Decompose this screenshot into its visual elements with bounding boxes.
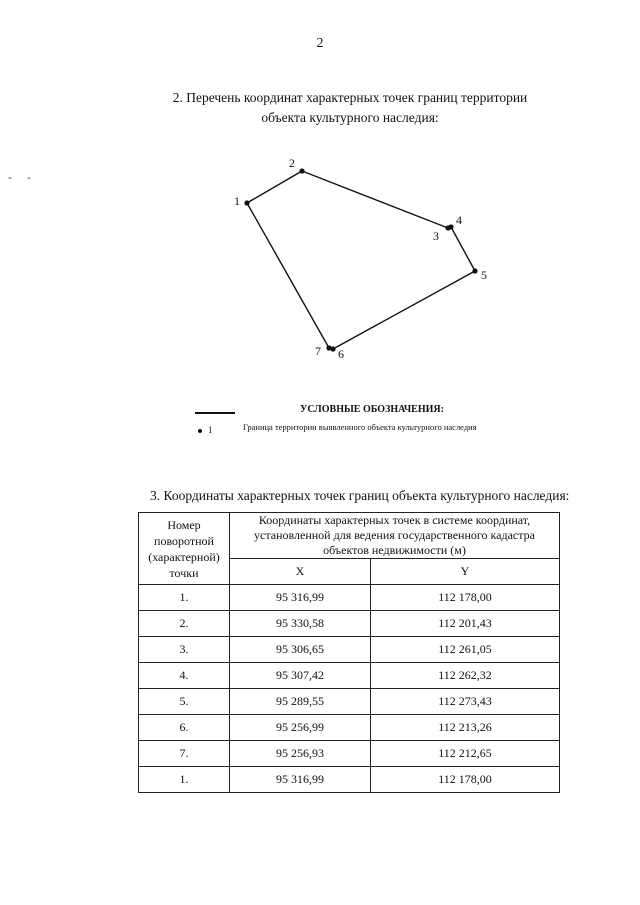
- legend-boundary-description: Граница территории выявленного объекта культурного наследия: [243, 422, 477, 432]
- legend-dot-icon: [198, 429, 202, 433]
- boundary-point: [299, 168, 304, 173]
- table-header-row: [139, 513, 560, 559]
- x-coordinate-cell: 95 256,93: [230, 741, 371, 767]
- point-number-header: [139, 513, 230, 585]
- point-number-header-line: (характерной): [148, 549, 220, 564]
- boundary-segment: [451, 227, 475, 271]
- x-coordinate-cell: 95 256,99: [230, 715, 371, 741]
- table-row: [139, 663, 560, 689]
- table-row: [139, 585, 560, 611]
- legend-point-symbol: [198, 425, 213, 435]
- boundary-point-label: 1: [234, 194, 240, 208]
- boundary-point-label: 2: [289, 156, 295, 170]
- y-coordinate-cell: 112 213,26: [371, 715, 560, 741]
- boundary-scheme: [0, 0, 640, 400]
- coordinates-header-line: Координаты характерных точек в системе координат,: [258, 513, 531, 527]
- section-3-title: 3. Координаты характерных точек границ объекта культурного наследия:: [150, 488, 570, 503]
- boundary-point: [326, 345, 331, 350]
- coordinates-header-line: объектов недвижимости (м): [323, 543, 466, 557]
- point-number-header-line: поворотной: [154, 533, 214, 548]
- margin-mark: - -: [8, 170, 37, 184]
- point-number-cell: 2.: [139, 611, 230, 637]
- x-coordinate-cell: 95 316,99: [230, 585, 371, 611]
- point-number-cell: 4.: [139, 663, 230, 689]
- y-column-header: Y: [371, 559, 560, 585]
- table-row: [139, 741, 560, 767]
- boundary-point-label: 5: [481, 268, 487, 282]
- y-coordinate-cell: 112 261,05: [371, 637, 560, 663]
- boundary-point-label: 4: [456, 213, 462, 227]
- x-coordinate-cell: 95 307,42: [230, 663, 371, 689]
- table-row: [139, 611, 560, 637]
- y-coordinate-cell: 112 178,00: [371, 585, 560, 611]
- table-row: [139, 637, 560, 663]
- legend-boundary-line-symbol: [195, 412, 235, 414]
- x-coordinate-cell: 95 330,58: [230, 611, 371, 637]
- boundary-segment: [333, 271, 475, 349]
- point-number-cell: 7.: [139, 741, 230, 767]
- y-coordinate-cell: 112 273,43: [371, 689, 560, 715]
- boundary-point-label: 3: [433, 229, 439, 243]
- boundary-segment: [302, 171, 448, 228]
- y-coordinate-cell: 112 262,32: [371, 663, 560, 689]
- x-coordinate-cell: 95 289,55: [230, 689, 371, 715]
- point-number-cell: 6.: [139, 715, 230, 741]
- boundary-segment: [247, 171, 302, 203]
- y-coordinate-cell: 112 212,65: [371, 741, 560, 767]
- point-number-header-line: точки: [169, 565, 199, 580]
- boundary-segment: [247, 203, 329, 348]
- boundary-point: [472, 268, 477, 273]
- table-row: [139, 715, 560, 741]
- point-number-header-line: Номер: [167, 517, 201, 532]
- legend-title: УСЛОВНЫЕ ОБОЗНАЧЕНИЯ:: [300, 404, 444, 415]
- point-number-cell: 3.: [139, 637, 230, 663]
- x-coordinate-cell: 95 306,65: [230, 637, 371, 663]
- boundary-point: [448, 224, 453, 229]
- y-coordinate-cell: 112 178,00: [371, 767, 560, 793]
- section-2-title-line-1: 2. Перечень координат характерных точек границ территории: [172, 90, 528, 105]
- boundary-point: [244, 200, 249, 205]
- coordinates-header-line: установленной для ведения государственного кадастра: [254, 528, 535, 542]
- coordinates-header: [230, 513, 560, 559]
- boundary-point-label: 7: [315, 344, 321, 358]
- point-number-cell: 1.: [139, 767, 230, 793]
- page-number: 2: [316, 36, 324, 51]
- point-number-cell: 5.: [139, 689, 230, 715]
- section-2-title-line-2: объекта культурного наследия:: [261, 110, 439, 125]
- y-coordinate-cell: 112 201,43: [371, 611, 560, 637]
- x-coordinate-cell: 95 316,99: [230, 767, 371, 793]
- coordinates-table: [138, 512, 560, 793]
- boundary-point-label: 6: [338, 347, 344, 361]
- table-row: [139, 767, 560, 793]
- table-row: [139, 689, 560, 715]
- point-number-cell: 1.: [139, 585, 230, 611]
- legend-dot-label: 1: [208, 425, 213, 435]
- x-column-header: X: [230, 559, 371, 585]
